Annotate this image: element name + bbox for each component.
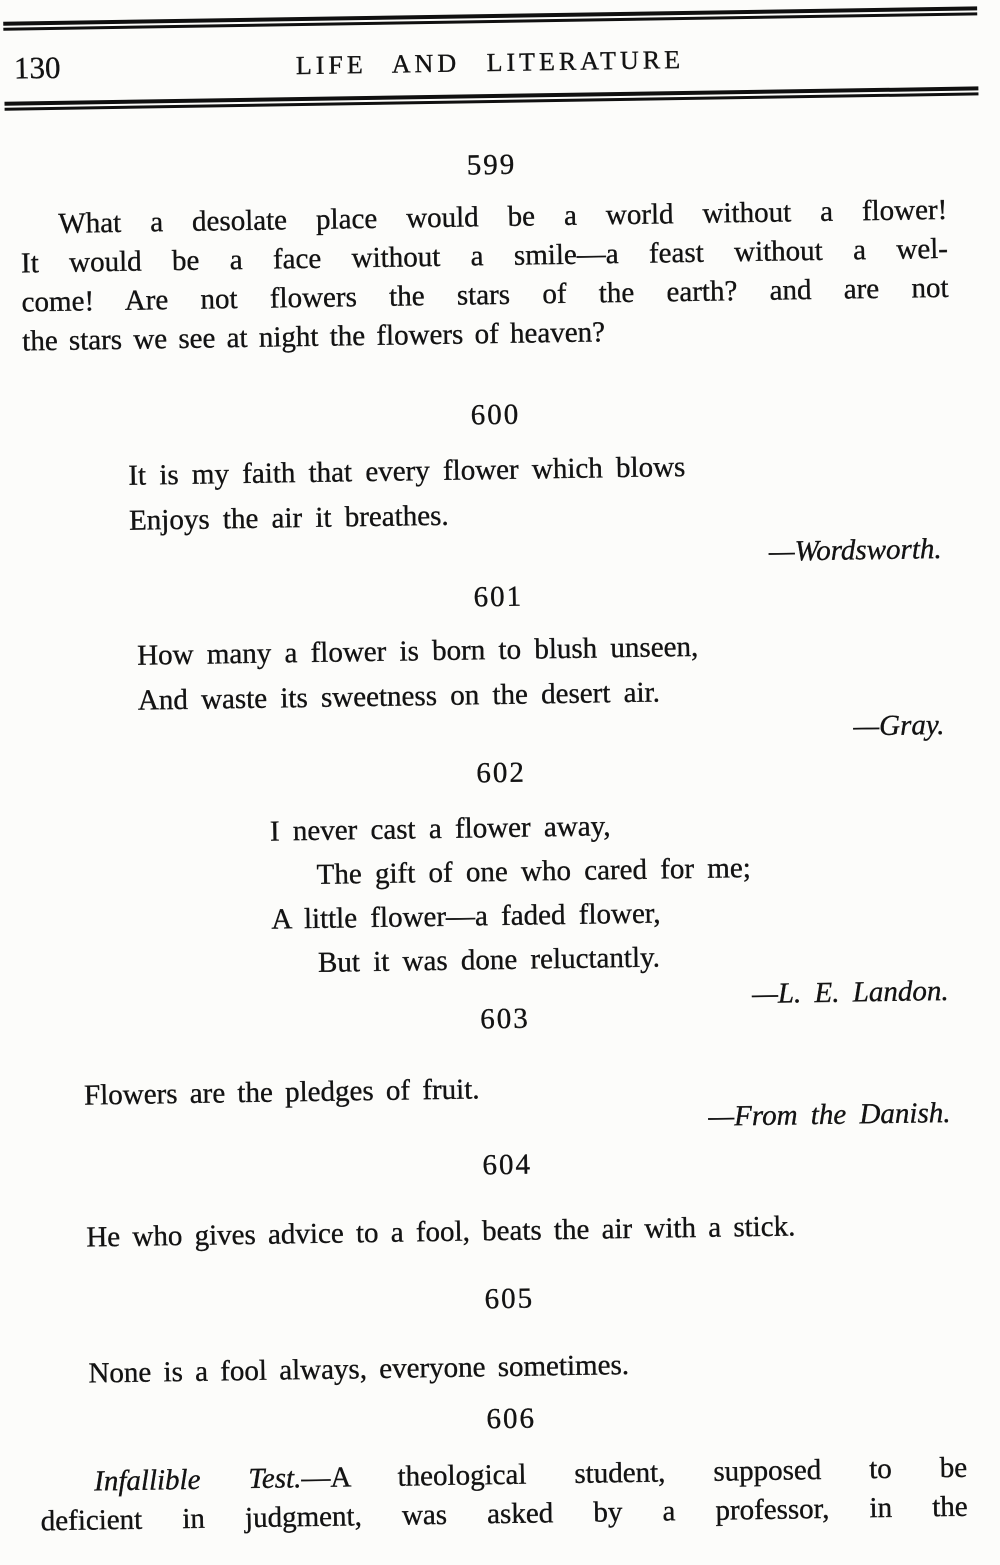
quote-number: 601 (473, 580, 524, 614)
verse-line: Enjoys the air it breathes. (128, 499, 449, 537)
verse-line: How many a flower is born to blush unseen, (136, 630, 699, 672)
quote-section-602 (1, 748, 1000, 1024)
quote-number: 602 (476, 756, 527, 790)
quote-number: 604 (482, 1148, 533, 1182)
prose-line: deficient in judgment, was asked by a professor, in the (40, 1490, 968, 1538)
quote-section-604 (7, 1140, 1000, 1258)
page-number: 130 (13, 49, 61, 86)
saying-text: None is a fool always, everyone sometimes. (88, 1349, 630, 1390)
attribution: —L. E. Landon. (751, 974, 949, 1011)
quote-section-606 (11, 1394, 1000, 1542)
quote-number: 603 (479, 1002, 530, 1036)
verse-line: But it was done reluctantly. (317, 941, 661, 979)
quote-section-599 (0, 140, 994, 362)
prose-line: It would be a face without a smile—a feast without a wel- (20, 232, 949, 280)
italic-lead: Infallible Test. (93, 1462, 302, 1498)
verse-block (2, 798, 1000, 990)
quote-section-603 (5, 994, 1000, 1146)
header-double-rule (4, 86, 978, 110)
prose-line: the stars we see at night the flowers of heaven? (21, 316, 606, 358)
verse-line: I never cast a flower away, (269, 810, 611, 848)
quote-section-601 (0, 572, 1000, 758)
attribution: —Wordsworth. (768, 533, 942, 568)
verse-line: A little flower—a faded flower, (271, 897, 661, 936)
verse-line: It is my faith that every flower which blows (128, 451, 686, 492)
quote-number: 600 (470, 398, 521, 432)
quote-number: 605 (484, 1282, 535, 1316)
attribution: —Gray. (853, 709, 945, 743)
verse-line: The gift of one who cared for me; (316, 852, 752, 891)
top-double-rule (3, 6, 977, 30)
verse-block (0, 440, 997, 546)
quote-number: 606 (486, 1402, 537, 1436)
quote-number: 599 (466, 148, 517, 182)
prose-text: —A theological student, supposed to be (301, 1451, 968, 1495)
verse-line: And waste its sweetness on the desert air. (137, 676, 661, 717)
saying-text: Flowers are the pledges of fruit. (83, 1073, 480, 1112)
saying-text: He who gives advice to a fool, beats the air with a stick. (86, 1210, 796, 1254)
attribution: —From the Danish. (708, 1096, 951, 1133)
running-header-title: LIFE AND LITERATURE (295, 45, 685, 81)
quote-section-600 (0, 390, 998, 582)
prose-line: What a desolate place would be a world without a flower! (58, 193, 948, 240)
prose-block (0, 190, 994, 362)
quote-section-605 (9, 1274, 1000, 1394)
prose-block (12, 1448, 1000, 1542)
prose-line: come! Are not flowers the stars of the earth? and are not (21, 271, 949, 319)
